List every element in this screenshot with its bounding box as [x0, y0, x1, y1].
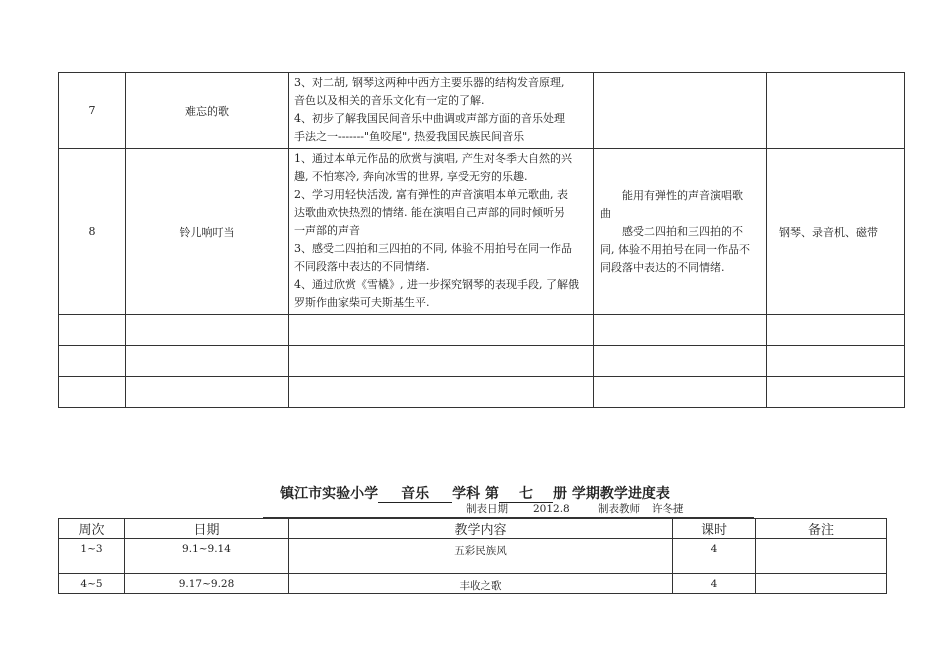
- header-date: 日期: [125, 519, 289, 539]
- content-line: 不同段落中表达的不同情绪.: [294, 260, 430, 273]
- unit-number: 8: [59, 149, 126, 315]
- header-hours: 课时: [673, 519, 756, 539]
- unit-tools: 钢琴、录音机、磁带: [767, 149, 905, 315]
- title-subject-suffix: 学科 第: [452, 486, 499, 502]
- date-label: 制表日期: [466, 503, 508, 515]
- table-row: [59, 574, 887, 594]
- unit-title: 难忘的歌: [126, 73, 289, 149]
- week-cell: 1~3: [59, 539, 125, 574]
- content-line: 音色以及相关的音乐文化有一定的了解.: [294, 94, 485, 107]
- hours-cell: 4: [673, 574, 756, 594]
- content-line: 4、通过欣赏《雪橇》, 进一步探究钢琴的表现手段, 了解俄: [294, 278, 579, 291]
- content-line: 趣, 不怕寒冷, 奔向冰雪的世界, 享受无穷的乐趣.: [294, 170, 528, 183]
- unit-number: 7: [59, 73, 126, 149]
- content-line: 达歌曲欢快热烈的情绪. 能在演唱自己声部的同时倾听另: [294, 206, 565, 219]
- unit-content: [289, 73, 594, 149]
- goal-line: 同, 体验不用拍号在同一作品不: [600, 242, 750, 256]
- content-line: 罗斯作曲家柴可夫斯基生平.: [294, 296, 430, 309]
- volume-field: 七: [499, 487, 553, 503]
- unit-content: [289, 149, 594, 315]
- document-meta: [263, 503, 754, 518]
- teacher-label: 制表教师: [598, 503, 640, 515]
- table-row: [59, 73, 905, 149]
- date-cell: 9.1~9.14: [125, 539, 289, 574]
- teacher-value: 许冬捷: [652, 503, 684, 515]
- date-cell: 9.17~9.28: [125, 574, 289, 594]
- table-row: [59, 539, 887, 574]
- goal-line: 同段落中表达的不同情绪.: [600, 260, 725, 274]
- content-line: 3、感受二四拍和三四拍的不同, 体验不用拍号在同一作品: [294, 242, 572, 255]
- goal-line: 感受二四拍和三四拍的不: [600, 224, 743, 238]
- note-cell: [756, 574, 887, 594]
- hours-cell: 4: [673, 539, 756, 574]
- document-title: [0, 483, 950, 503]
- content-line: 4、初步了解我国民间音乐中曲调或声部方面的音乐处理: [294, 112, 565, 125]
- header-week: 周次: [59, 519, 125, 539]
- school-name: 镇江市实验小学: [280, 486, 379, 502]
- content-line: 一声部的声音: [294, 224, 360, 237]
- date-value: 2012.8: [533, 503, 570, 515]
- progress-schedule-table: [58, 518, 887, 594]
- unit-goal: [594, 149, 767, 315]
- progress-plan-table-continued: [58, 72, 905, 408]
- goal-line: 曲: [600, 206, 611, 220]
- note-cell: [756, 539, 887, 574]
- header-note: 备注: [756, 519, 887, 539]
- content-line: 2、学习用轻快活泼, 富有弹性的声音演唱本单元歌曲, 表: [294, 188, 568, 201]
- content-line: 手法之一-------"鱼咬尾", 热爱我国民族民间音乐: [294, 130, 525, 143]
- week-cell: 4~5: [59, 574, 125, 594]
- content-line: 3、对二胡, 钢琴这两种中西方主要乐器的结构发音原理,: [294, 76, 565, 89]
- header-content: 教学内容: [289, 519, 673, 539]
- content-cell: 五彩民族风: [289, 539, 673, 574]
- unit-title: 铃儿响叮当: [126, 149, 289, 315]
- unit-goal: [594, 73, 767, 149]
- unit-tools: [767, 73, 905, 149]
- subject-field: 音乐: [378, 487, 452, 503]
- empty-row: [59, 315, 905, 346]
- goal-line: 能用有弹性的声音演唱歌: [600, 188, 743, 202]
- title-suffix: 册 学期教学进度表: [553, 486, 670, 502]
- empty-row: [59, 377, 905, 408]
- empty-row: [59, 346, 905, 377]
- content-line: 1、通过本单元作品的欣赏与演唱, 产生对冬季大自然的兴: [294, 152, 572, 165]
- table-row: [59, 149, 905, 315]
- content-cell: 丰收之歌: [289, 574, 673, 594]
- table-header-row: [59, 519, 887, 539]
